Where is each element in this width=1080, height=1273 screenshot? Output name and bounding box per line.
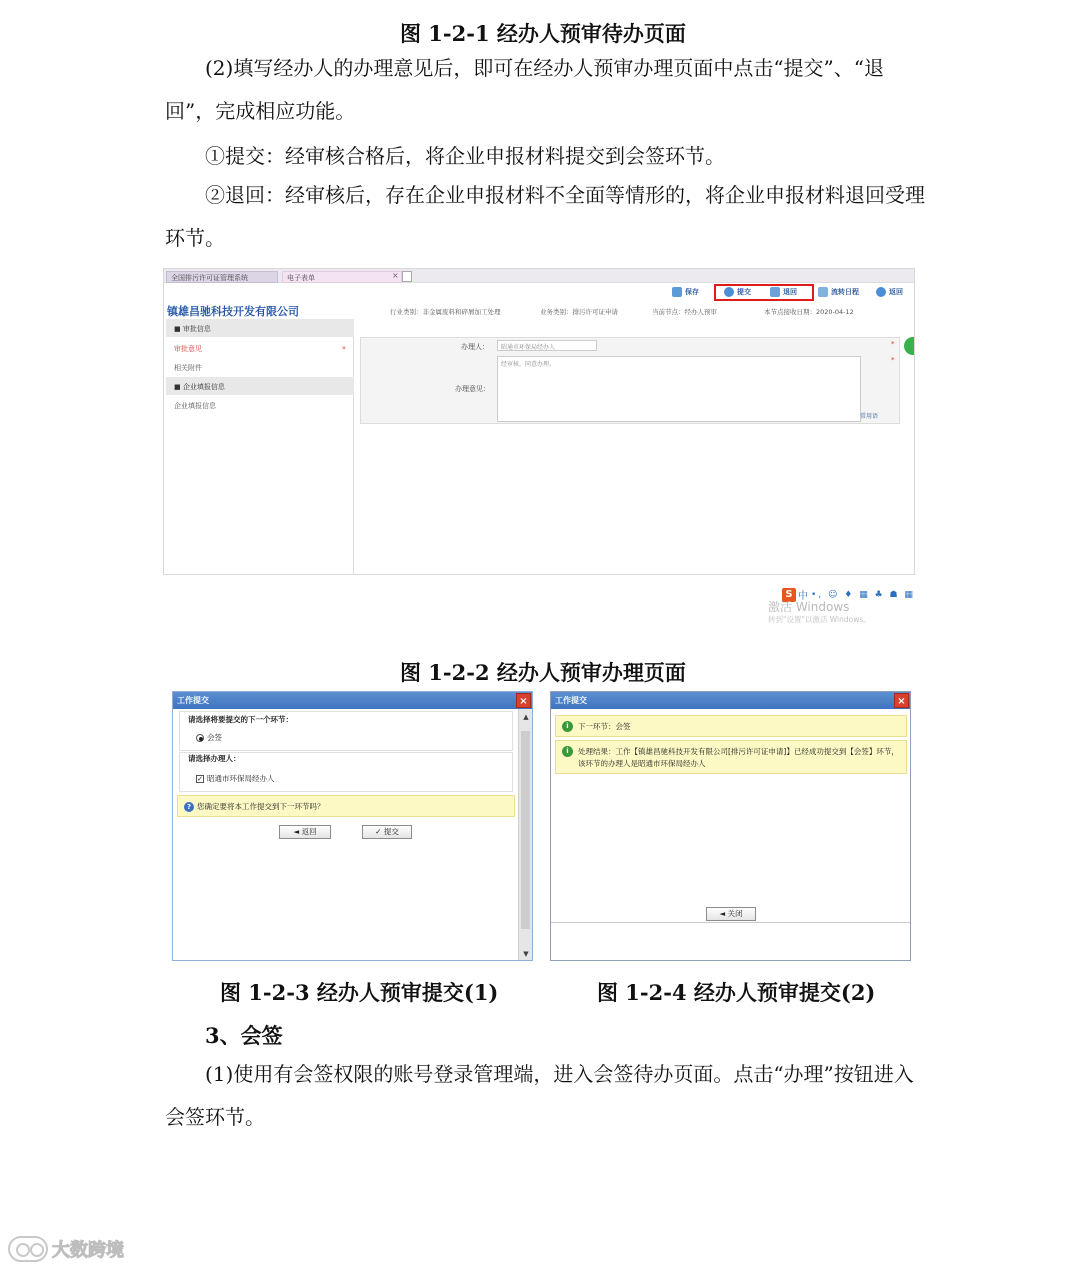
meta-industry: 行业类别：非金属废料和碎屑加工处理 [390,308,501,316]
save-icon [672,287,682,297]
radio-icon[interactable] [196,734,204,742]
required-icon: * [891,356,895,364]
question-icon: ? [184,802,194,812]
submit-button[interactable]: ✓ 提交 [362,825,412,839]
company-name: 镇雄昌驰科技开发有限公司 [167,305,299,318]
windows-activation-hint: 转到"设置"以激活 Windows。 [768,615,871,624]
tab-system[interactable]: 全国排污许可证管理系统 [166,271,278,283]
browser-tab-bar [164,269,914,283]
save-button[interactable]: 保存 [672,287,699,301]
tab-electronic-form[interactable]: 电子表单 [282,271,402,283]
handler-option[interactable]: ✓ 昭通市环保局经办人 [197,774,275,783]
info-icon: i [562,746,573,757]
watermark-logo-icon [8,1236,48,1262]
meta-node: 当前节点：经办人预审 [652,308,717,316]
arrow-icon: » [341,344,346,352]
paragraph-submit-desc: ①提交：经审核合格后，将企业申报材料提交到会签环节。 [205,144,725,168]
dialog-footer [551,922,910,961]
left-menu [166,319,354,575]
close-button[interactable]: ◄ 关闭 [706,907,756,921]
handler-group-label: 请选择办理人： [188,754,241,763]
section-heading-countersign: 3、会签 [205,1023,283,1048]
next-step-label: 请选择将要提交的下一个环节： [188,715,293,724]
confirm-message: ? 您确定要将本工作提交到下一环节吗？ [177,795,515,817]
flow-icon [818,287,828,297]
back-button[interactable]: 返回 [876,287,903,301]
watermark-text: 大数跨境 [52,1240,124,1261]
scrollbar[interactable] [518,709,532,961]
return-button[interactable]: ◄ 返回 [279,825,331,839]
handler-label: 办理人： [461,343,489,351]
handler-input[interactable]: 昭通市环保局经办人 [497,340,597,351]
next-step-group [179,711,513,751]
next-step-option[interactable]: 会签 [196,732,222,743]
return-button[interactable]: 退回 [770,287,797,301]
windows-activation-title: 激活 Windows [768,600,850,614]
checkbox-icon[interactable]: ✓ [197,775,203,783]
scroll-up-icon[interactable]: ▲ [523,713,529,721]
doc-icon: ■ [174,325,183,333]
close-icon[interactable]: × [894,693,909,708]
required-icon: * [891,340,895,348]
menu-enterprise-sub[interactable]: 企业填报信息 [174,402,216,410]
scroll-thumb[interactable] [521,731,530,929]
paragraph-countersign: (1)使用有会签权限的账号登录管理端，进入会签待办页面。点击“办理”按钮进入会签环节。 [165,1062,914,1129]
watermark [8,1236,124,1266]
menu-opinion[interactable]: 审批意见 » [174,344,346,353]
meta-date: 本节点接收日期：2020-04-12 [764,308,854,316]
scroll-down-icon[interactable]: ▼ [523,950,529,958]
submit-dialog-step1 [172,691,533,961]
flow-schedule-button[interactable]: 流转日程 [818,287,859,301]
submit-dialog-step2 [550,691,911,961]
figure-caption-4: 图 1-2-4 经办人预审提交(2) [597,980,876,1005]
figure-caption-3: 图 1-2-3 经办人预审提交(1) [220,980,499,1005]
common-phrases-link[interactable]: 常用语 [860,413,879,420]
close-icon[interactable]: × [516,693,531,708]
menu-enterprise[interactable]: ■ 企业填报信息 [166,377,354,395]
float-widget-icon[interactable] [904,337,915,355]
ime-mode: 中 [798,591,808,602]
result-message: i 处理结果：工作【镇雄昌驰科技开发有限公司[排污许可证申请]】已经成功提交到【会签】环节，该环节的办理人是昭通市环保局经办人 [555,740,907,774]
back-icon [876,287,886,297]
doc-icon: ■ [174,383,183,391]
paragraph-submit-return: (2)填写经办人的办理意见后，即可在经办人预审办理页面中点击“提交”、“退回”，完成相应功能。 [165,56,885,123]
next-step-message: i 下一环节：会签 [555,715,907,737]
figure-caption-2: 图 1-2-2 经办人预审办理页面 [400,660,686,685]
opinion-label: 办理意见： [455,385,490,393]
menu-related[interactable]: 相关附件 [174,364,202,372]
highlight-box [714,284,814,301]
menu-review-info[interactable]: ■ 审批信息 [166,319,354,337]
handler-group [179,752,513,792]
figure-caption-1: 图 1-2-1 经办人预审待办页面 [400,21,686,46]
meta-business: 业务类别：排污许可证申请 [540,308,618,316]
dialog-title: 工作提交 [551,692,910,709]
info-icon: i [562,721,573,732]
opinion-form [360,337,900,424]
sogou-icon: S [782,588,796,602]
screenshot-preview-handling-page [163,268,915,575]
dialog-title: 工作提交 [173,692,532,709]
new-tab-icon[interactable] [402,271,412,282]
paragraph-return-desc: ②退回：经审核后，存在企业申报材料不全面等情形的，将企业申报材料退回受理环节。 [165,183,925,250]
submit-button[interactable]: 提交 [724,287,751,301]
ime-tools-icon: •, ☺ ♦ ▦ ♣ ☗ ▦ [811,589,915,600]
opinion-textarea[interactable]: 经审核，同意办理。 [497,356,861,422]
ime-toolbar [782,584,915,602]
tab-close-icon[interactable]: × [392,271,399,280]
